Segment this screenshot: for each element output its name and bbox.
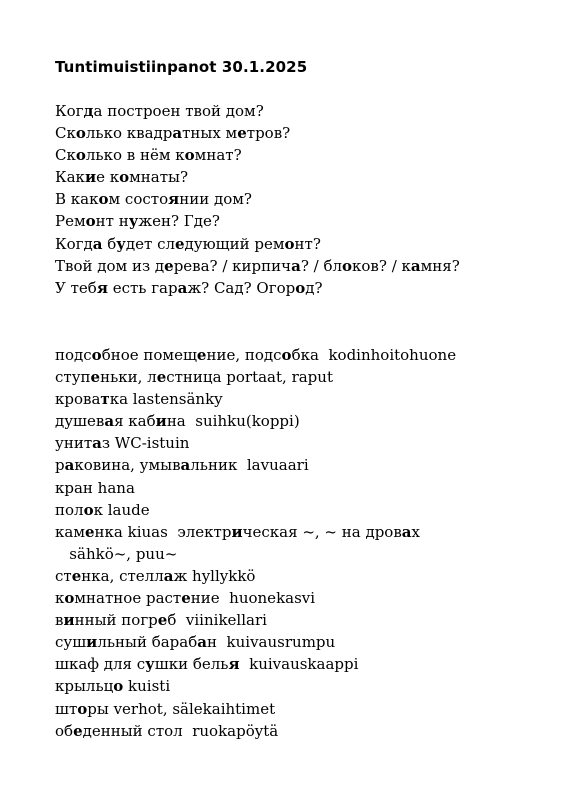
text-segment: ньки, л bbox=[100, 368, 157, 387]
vocab-line bbox=[55, 720, 456, 742]
text-segment: кран hana bbox=[55, 478, 135, 497]
text-segment: бка kodinhoitohuone bbox=[291, 346, 457, 364]
stressed-letter: е bbox=[164, 256, 174, 275]
vocab-line bbox=[55, 521, 456, 543]
stressed-letter: е bbox=[181, 589, 191, 608]
text-segment: нии дом? bbox=[179, 190, 252, 209]
text-segment: б bbox=[102, 234, 117, 253]
text-segment: шки бель bbox=[154, 655, 229, 674]
text-segment: дет сл bbox=[125, 234, 175, 253]
text-segment: ? / бл bbox=[300, 256, 343, 275]
text-segment: в bbox=[55, 611, 64, 630]
stressed-letter: о bbox=[75, 146, 86, 165]
stressed-letter: д bbox=[83, 102, 94, 120]
text-segment: р bbox=[55, 456, 65, 475]
question-line bbox=[55, 210, 460, 232]
text-segment: есть гар bbox=[107, 278, 178, 297]
stressed-letter: я bbox=[228, 655, 240, 674]
vocab-line bbox=[55, 388, 456, 410]
text-segment: Ког bbox=[55, 102, 84, 120]
stressed-letter: а bbox=[92, 434, 102, 453]
question-line bbox=[55, 144, 460, 166]
vocab-line bbox=[55, 432, 456, 454]
stressed-letter: е bbox=[73, 721, 83, 740]
question-line bbox=[55, 122, 460, 144]
text-segment: к bbox=[55, 589, 65, 608]
question-line bbox=[55, 233, 460, 255]
vocab-line bbox=[55, 344, 456, 366]
stressed-letter: у bbox=[128, 212, 139, 231]
page-title: Tuntimuistiinpanot 30.1.2025 bbox=[55, 58, 308, 76]
stressed-letter: а bbox=[172, 124, 183, 143]
text-segment: мнаты? bbox=[129, 168, 189, 187]
stressed-letter: о bbox=[281, 346, 292, 364]
vocab-line bbox=[55, 366, 456, 388]
vocab-line bbox=[55, 565, 456, 587]
stressed-letter: а bbox=[64, 456, 75, 475]
text-segment: н kuivausrumpu bbox=[207, 633, 336, 652]
stressed-letter: т bbox=[100, 390, 110, 409]
stressed-letter: а bbox=[92, 234, 103, 253]
stressed-letter: о bbox=[75, 124, 86, 143]
stressed-letter: и bbox=[63, 611, 75, 630]
text-segment: нка kiuas электр bbox=[94, 522, 232, 541]
text-segment: а построен твой дом? bbox=[93, 102, 264, 120]
text-segment: льник lavuaari bbox=[190, 456, 309, 475]
stressed-letter: о bbox=[295, 278, 306, 297]
stressed-letter: о bbox=[77, 699, 88, 718]
text-segment: нный погр bbox=[74, 611, 158, 630]
text-segment: крыльц bbox=[55, 677, 114, 696]
text-segment: з WC-istuin bbox=[101, 434, 190, 453]
text-segment: ж? Сад? Огор bbox=[187, 278, 296, 297]
text-segment: я каб bbox=[114, 412, 156, 431]
text-segment: денный стол ruokapöytä bbox=[82, 721, 279, 740]
text-segment: стница portaat, raput bbox=[166, 368, 333, 387]
text-segment: мня? bbox=[420, 256, 460, 275]
stressed-letter: и bbox=[86, 633, 98, 652]
text-segment: дующий рем bbox=[184, 234, 285, 253]
vocab-line bbox=[55, 609, 456, 631]
stressed-letter: е bbox=[85, 522, 95, 541]
vocab-line bbox=[55, 698, 456, 720]
text-segment: Как bbox=[55, 168, 85, 187]
text-segment: ка lastensänky bbox=[109, 390, 223, 409]
text-segment: В как bbox=[55, 190, 99, 209]
text-segment: льный бараб bbox=[97, 633, 198, 652]
text-segment: пол bbox=[55, 500, 84, 519]
stressed-letter: а bbox=[163, 566, 174, 585]
text-segment: Когд bbox=[55, 234, 93, 253]
question-line bbox=[55, 100, 460, 122]
vocab-line bbox=[55, 543, 456, 565]
text-segment: Ск bbox=[55, 124, 76, 143]
stressed-letter: о bbox=[184, 146, 195, 165]
text-segment: суш bbox=[55, 633, 87, 652]
text-segment: kuivauskaappi bbox=[239, 655, 359, 674]
text-segment: Ск bbox=[55, 146, 76, 165]
text-segment: кам bbox=[55, 522, 85, 541]
text-segment: ние huonekasvi bbox=[190, 589, 316, 608]
stressed-letter: а bbox=[177, 278, 188, 297]
stressed-letter: о bbox=[64, 589, 75, 608]
text-segment: ковина, умыв bbox=[74, 456, 181, 475]
vocab-line bbox=[55, 587, 456, 609]
text-segment: ние, подс bbox=[206, 346, 282, 364]
text-segment: б viinikellari bbox=[167, 611, 267, 630]
text-segment: жен? Где? bbox=[138, 212, 220, 231]
text-segment: ж hyllykkö bbox=[173, 566, 256, 585]
stressed-letter: е bbox=[156, 368, 167, 387]
question-list bbox=[55, 100, 460, 299]
stressed-letter: о bbox=[284, 234, 295, 253]
stressed-letter: и bbox=[84, 168, 97, 187]
stressed-letter: и bbox=[155, 412, 167, 431]
text-segment: д? bbox=[305, 278, 323, 297]
stressed-letter: е bbox=[157, 611, 168, 630]
text-segment: sähkö~, puu~ bbox=[55, 544, 178, 563]
text-segment: нка, стелл bbox=[81, 566, 164, 585]
stressed-letter: а bbox=[180, 456, 191, 475]
stressed-letter: а bbox=[410, 256, 421, 275]
text-segment: рева? / кирпич bbox=[173, 256, 292, 275]
question-line bbox=[55, 255, 460, 277]
text-segment: ры verhot, sälekaihtimet bbox=[87, 699, 276, 718]
text-segment: мнат? bbox=[194, 146, 242, 165]
text-segment: тров? bbox=[246, 124, 291, 143]
text-segment: kuisti bbox=[123, 677, 171, 696]
stressed-letter: о bbox=[91, 346, 102, 364]
stressed-letter: у bbox=[116, 234, 126, 253]
text-segment: подс bbox=[55, 346, 92, 364]
text-segment: м состо bbox=[108, 190, 169, 209]
stressed-letter: у bbox=[145, 655, 155, 674]
stressed-letter: а bbox=[291, 256, 301, 275]
text-segment: е к bbox=[96, 168, 120, 187]
stressed-letter: я bbox=[96, 278, 108, 297]
vocab-line bbox=[55, 653, 456, 675]
text-segment: крова bbox=[55, 390, 101, 409]
stressed-letter: о bbox=[113, 677, 124, 696]
text-segment: нт н bbox=[95, 212, 129, 231]
text-segment: шкаф для с bbox=[55, 655, 146, 674]
stressed-letter: а bbox=[104, 412, 115, 431]
text-segment: мнатное раст bbox=[74, 589, 182, 608]
stressed-letter: о bbox=[83, 500, 94, 519]
question-line bbox=[55, 188, 460, 210]
vocab-line bbox=[55, 477, 456, 499]
text-segment: тных м bbox=[182, 124, 238, 143]
stressed-letter: е bbox=[71, 566, 82, 585]
stressed-letter: о bbox=[119, 168, 130, 187]
stressed-letter: а bbox=[401, 522, 412, 541]
stressed-letter: и bbox=[231, 522, 243, 541]
text-segment: лько в нём к bbox=[85, 146, 185, 165]
stressed-letter: о bbox=[342, 256, 353, 275]
text-segment: шт bbox=[55, 699, 78, 718]
text-segment: У теб bbox=[55, 278, 97, 297]
text-segment: душев bbox=[55, 412, 105, 431]
stressed-letter: е bbox=[237, 124, 247, 143]
stressed-letter: е bbox=[90, 368, 101, 387]
text-segment: унит bbox=[55, 434, 93, 453]
text-segment: ческая ~, ~ на дров bbox=[242, 522, 402, 541]
text-segment: Рем bbox=[55, 212, 86, 231]
vocabulary-list bbox=[55, 344, 456, 742]
question-line bbox=[55, 277, 460, 299]
text-segment: х bbox=[411, 522, 420, 541]
vocab-line bbox=[55, 675, 456, 697]
stressed-letter: а bbox=[197, 633, 207, 652]
stressed-letter: я bbox=[168, 190, 180, 209]
vocab-line bbox=[55, 454, 456, 476]
text-segment: бное помещ bbox=[101, 346, 197, 364]
stressed-letter: о bbox=[85, 212, 96, 231]
stressed-letter: о bbox=[98, 190, 109, 209]
text-segment: ступ bbox=[55, 368, 91, 387]
text-segment: на suihku(koppi) bbox=[166, 412, 300, 431]
text-segment: к laude bbox=[93, 500, 150, 519]
text-segment: об bbox=[55, 721, 74, 740]
vocab-line bbox=[55, 499, 456, 521]
question-line bbox=[55, 166, 460, 188]
stressed-letter: е bbox=[196, 346, 207, 364]
text-segment: ков? / к bbox=[352, 256, 411, 275]
vocab-line bbox=[55, 631, 456, 653]
text-segment: ст bbox=[55, 566, 72, 585]
text-segment: лько квадр bbox=[85, 124, 173, 143]
stressed-letter: е bbox=[175, 234, 185, 253]
text-segment: нт? bbox=[294, 234, 321, 253]
text-segment: Твой дом из д bbox=[55, 256, 165, 275]
vocab-line bbox=[55, 410, 456, 432]
